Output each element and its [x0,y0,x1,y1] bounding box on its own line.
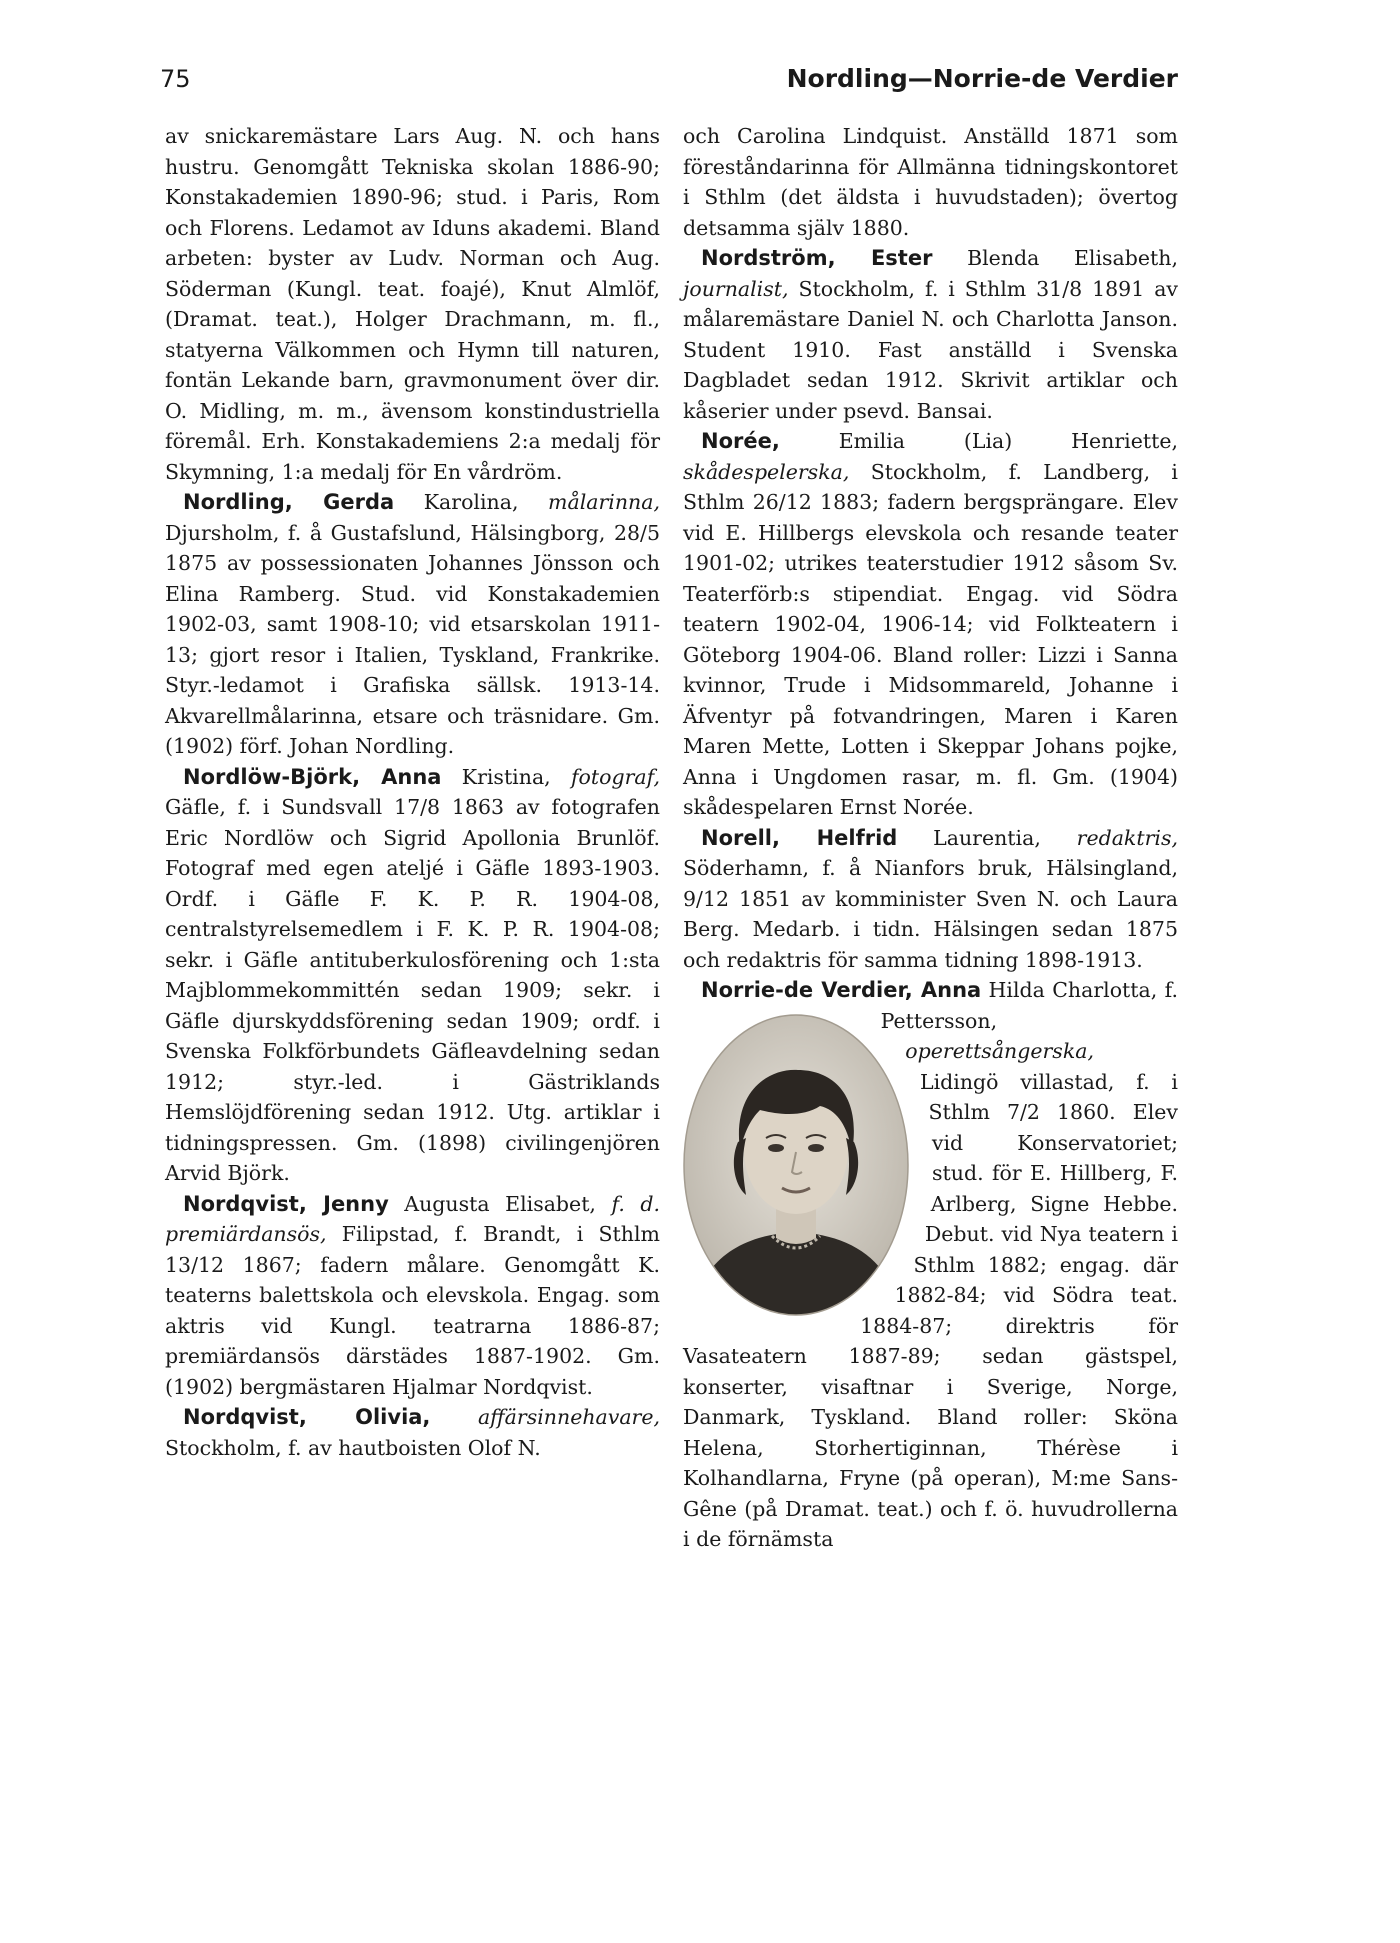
entry-given-names: Laurentia, [933,825,1041,850]
entry-occupation: skådespelerska, [683,459,850,484]
entry-occupation: f. d. premiärdansös, [165,1191,660,1246]
continuation-text: och Carolina Lindquist. Anställd 1871 som föreståndarinna för Allmänna tidningskontoret i Sthlm (det äldsta i huvudstaden); övertog detsamma själv 1880. [683,124,1178,240]
entry-occupation: målarinna, [548,490,660,514]
entry-given-names: Augusta Elisabet, [404,1191,596,1216]
entry-name: Nordling, Gerda [183,490,395,514]
entry-text: Lidingö villastad, f. i Sthlm 7/2 1860. Elev vid Konservatoriet; stud. för E. Hillberg, F. Arlberg, Signe Hebbe. Debut. vid Nya teatern i Sthlm 1882; engag. där 1882-84; vid Södra teat. 1884-87; direktris för Vasateatern 1887-89; sedan gästspel, konserter, visaftnar i Sverige, Norge, Danmark, Tyskland. Bland roller: Sköna Helena, Storhertiginnan, Thérèse i Kolhandlarna, Fryne (på operan), M:me Sans-Gêne (på Dramat. teat.) och f. ö. huvudrollerna i de förnämsta [683,1069,1178,1551]
running-title: Nordling—Norrie-de Verdier [786,64,1178,93]
entry-text: Djursholm, f. å Gustafslund, Hälsingborg, 28/5 1875 av possessionaten Johannes Jönsson och Elina Ramberg. Stud. vid Konstakademien 1902-03, samt 1908-10; vid etsarskolan 1911-13; gjort resor i Italien, Tyskland, Frankrike. Styr.-ledamot i Grafiska sällsk. 1913-14. Akvarellmålarinna, etsare och träsnidare. Gm. (1902) förf. Johan Nordling. [165,520,660,758]
entry-nordqvist-olivia [165,1402,660,1463]
entry-norell-helfrid [683,823,1178,976]
entry-nordqvist-jenny [165,1189,660,1403]
page-header [160,64,1178,93]
entry-name: Nordström, Ester [701,246,933,270]
right-column [683,121,1178,1555]
entry-occupation: journalist, [683,276,789,301]
entry-nordstrom-ester [683,243,1178,426]
entry-text: Stockholm, f. Landberg, i Sthlm 26/12 1883; fadern bergsprängare. Elev vid E. Hillbergs elevskola och resande teater 1901-02; utrikes teaterstudier 1912 såsom Sv. Teaterförb:s stipendiat. Engag. vid Södra teatern 1902-04, 1906-14; vid Folkteatern i Göteborg 1904-06. Bland roller: Lizzi i Sanna kvinnor, Trude i Midsommareld, Johanne i Äfventyr på fotvandringen, Maren i Karen Maren Mette, Lotten i Skeppar Johans pojke, Anna i Ungdomen rasar, m. fl. Gm. (1904) skådespelaren Ernst Norée. [683,459,1178,819]
page-number: 75 [160,65,191,93]
entry-name: Norrie-de Verdier, Anna [701,978,982,1002]
entry-occupation: fotograf, [570,764,660,789]
entry-occupation: operettsångerska, [905,1039,1094,1063]
entry-given-names: Blenda Elisabeth, [967,246,1178,270]
entry-nordling-gerda [165,487,660,762]
entry-occupation: redaktris, [1076,825,1178,850]
entry-text: Stockholm, f. i Sthlm 31/8 1891 av målaremästare Daniel N. och Charlotta Janson. Student 1910. Fast anställd i Svenska Dagbladet sedan 1912. Skrivit artiklar och kåserier under psevd. Bansai. [683,276,1178,423]
entry-given-names: Kristina, [461,764,551,789]
entry-name: Norell, Helfrid [701,825,898,850]
continuation-text: av snickaremästare Lars Aug. N. och hans hustru. Genomgått Tekniska skolan 1886-90; Konstakademien 1890-96; stud. i Paris, Rom och Florens. Ledamot av Iduns akademi. Bland arbeten: byster av Ludv. Norman och Aug. Söderman (Kungl. teat. foajé), Knut Almlöf, (Dramat. teat.), Holger Drachmann, m. fl., statyerna Välkommen och Hymn till naturen, fontän Lekande barn, gravmonument över dir. O. Midling, m. m., ävensom konstindustriella föremål. Erh. Konstakademiens 2:a medalj för Skymning, 1:a medalj för En vårdröm. [165,124,660,484]
entry-given-names: Emilia (Lia) Henriette, [838,429,1178,453]
entry-text: Stockholm, f. av hautboisten Olof N. [165,1435,541,1460]
entry-name: Norée, [701,429,780,453]
entry-text: Filipstad, f. Brandt, i Sthlm 13/12 1867; fadern målare. Genomgått K. teaterns balettskola och elevskola. Engag. som aktris vid Kungl. teatrarna 1886-87; premiärdansös därstädes 1887-1902. Gm. (1902) bergmästaren Hjalmar Nordqvist. [165,1222,660,1399]
entry-norrie-de-verdier [683,975,1178,1555]
entry-noree-emilia [683,426,1178,823]
entry-occupation: affärsinnehavare, [477,1405,660,1429]
entry-text: Gäfle, f. i Sundsvall 17/8 1863 av fotografen Eric Nordlöw och Sigrid Apollonia Brunlöf. Fotograf med egen ateljé i Gäfle 1893-1903. Ordf. i Gäfle F. K. P. R. 1904-08, centralstyrelsemedlem i F. K. P. R. 1904-08; sekr. i Gäfle antituberkulosförening och 1:sta Majblommekommittén sedan 1909; sekr. i Gäfle djurskyddsförening sedan 1909; ordf. i Svenska Folkförbundets Gäfleavdelning sedan 1912; styr.-led. i Gästriklands Hemslöjdförening sedan 1912. Utg. artiklar i tidningspressen. Gm. (1898) civilingenjören Arvid Björk. [165,795,660,1185]
left-column [165,121,660,1463]
entry-text: Söderhamn, f. å Nianfors bruk, Hälsingland, 9/12 1851 av komminister Sven N. och Laura Berg. Medarb. i tidn. Hälsingen sedan 1875 och redaktris för samma tidning 1898-1913. [683,856,1178,972]
entry-name: Nordqvist, Olivia, [183,1405,431,1429]
portrait-illustration [680,1010,912,1320]
entry-given-names: Hilda Charlotta, f. Pettersson, [880,978,1178,1033]
entry-nordlow-bjork [165,762,660,1189]
entry-name: Nordqvist, Jenny [183,1191,389,1216]
entry-name: Nordlöw-Björk, Anna [183,764,442,789]
entry-given-names: Karolina, [423,490,519,514]
portrait-photo [680,1010,912,1320]
